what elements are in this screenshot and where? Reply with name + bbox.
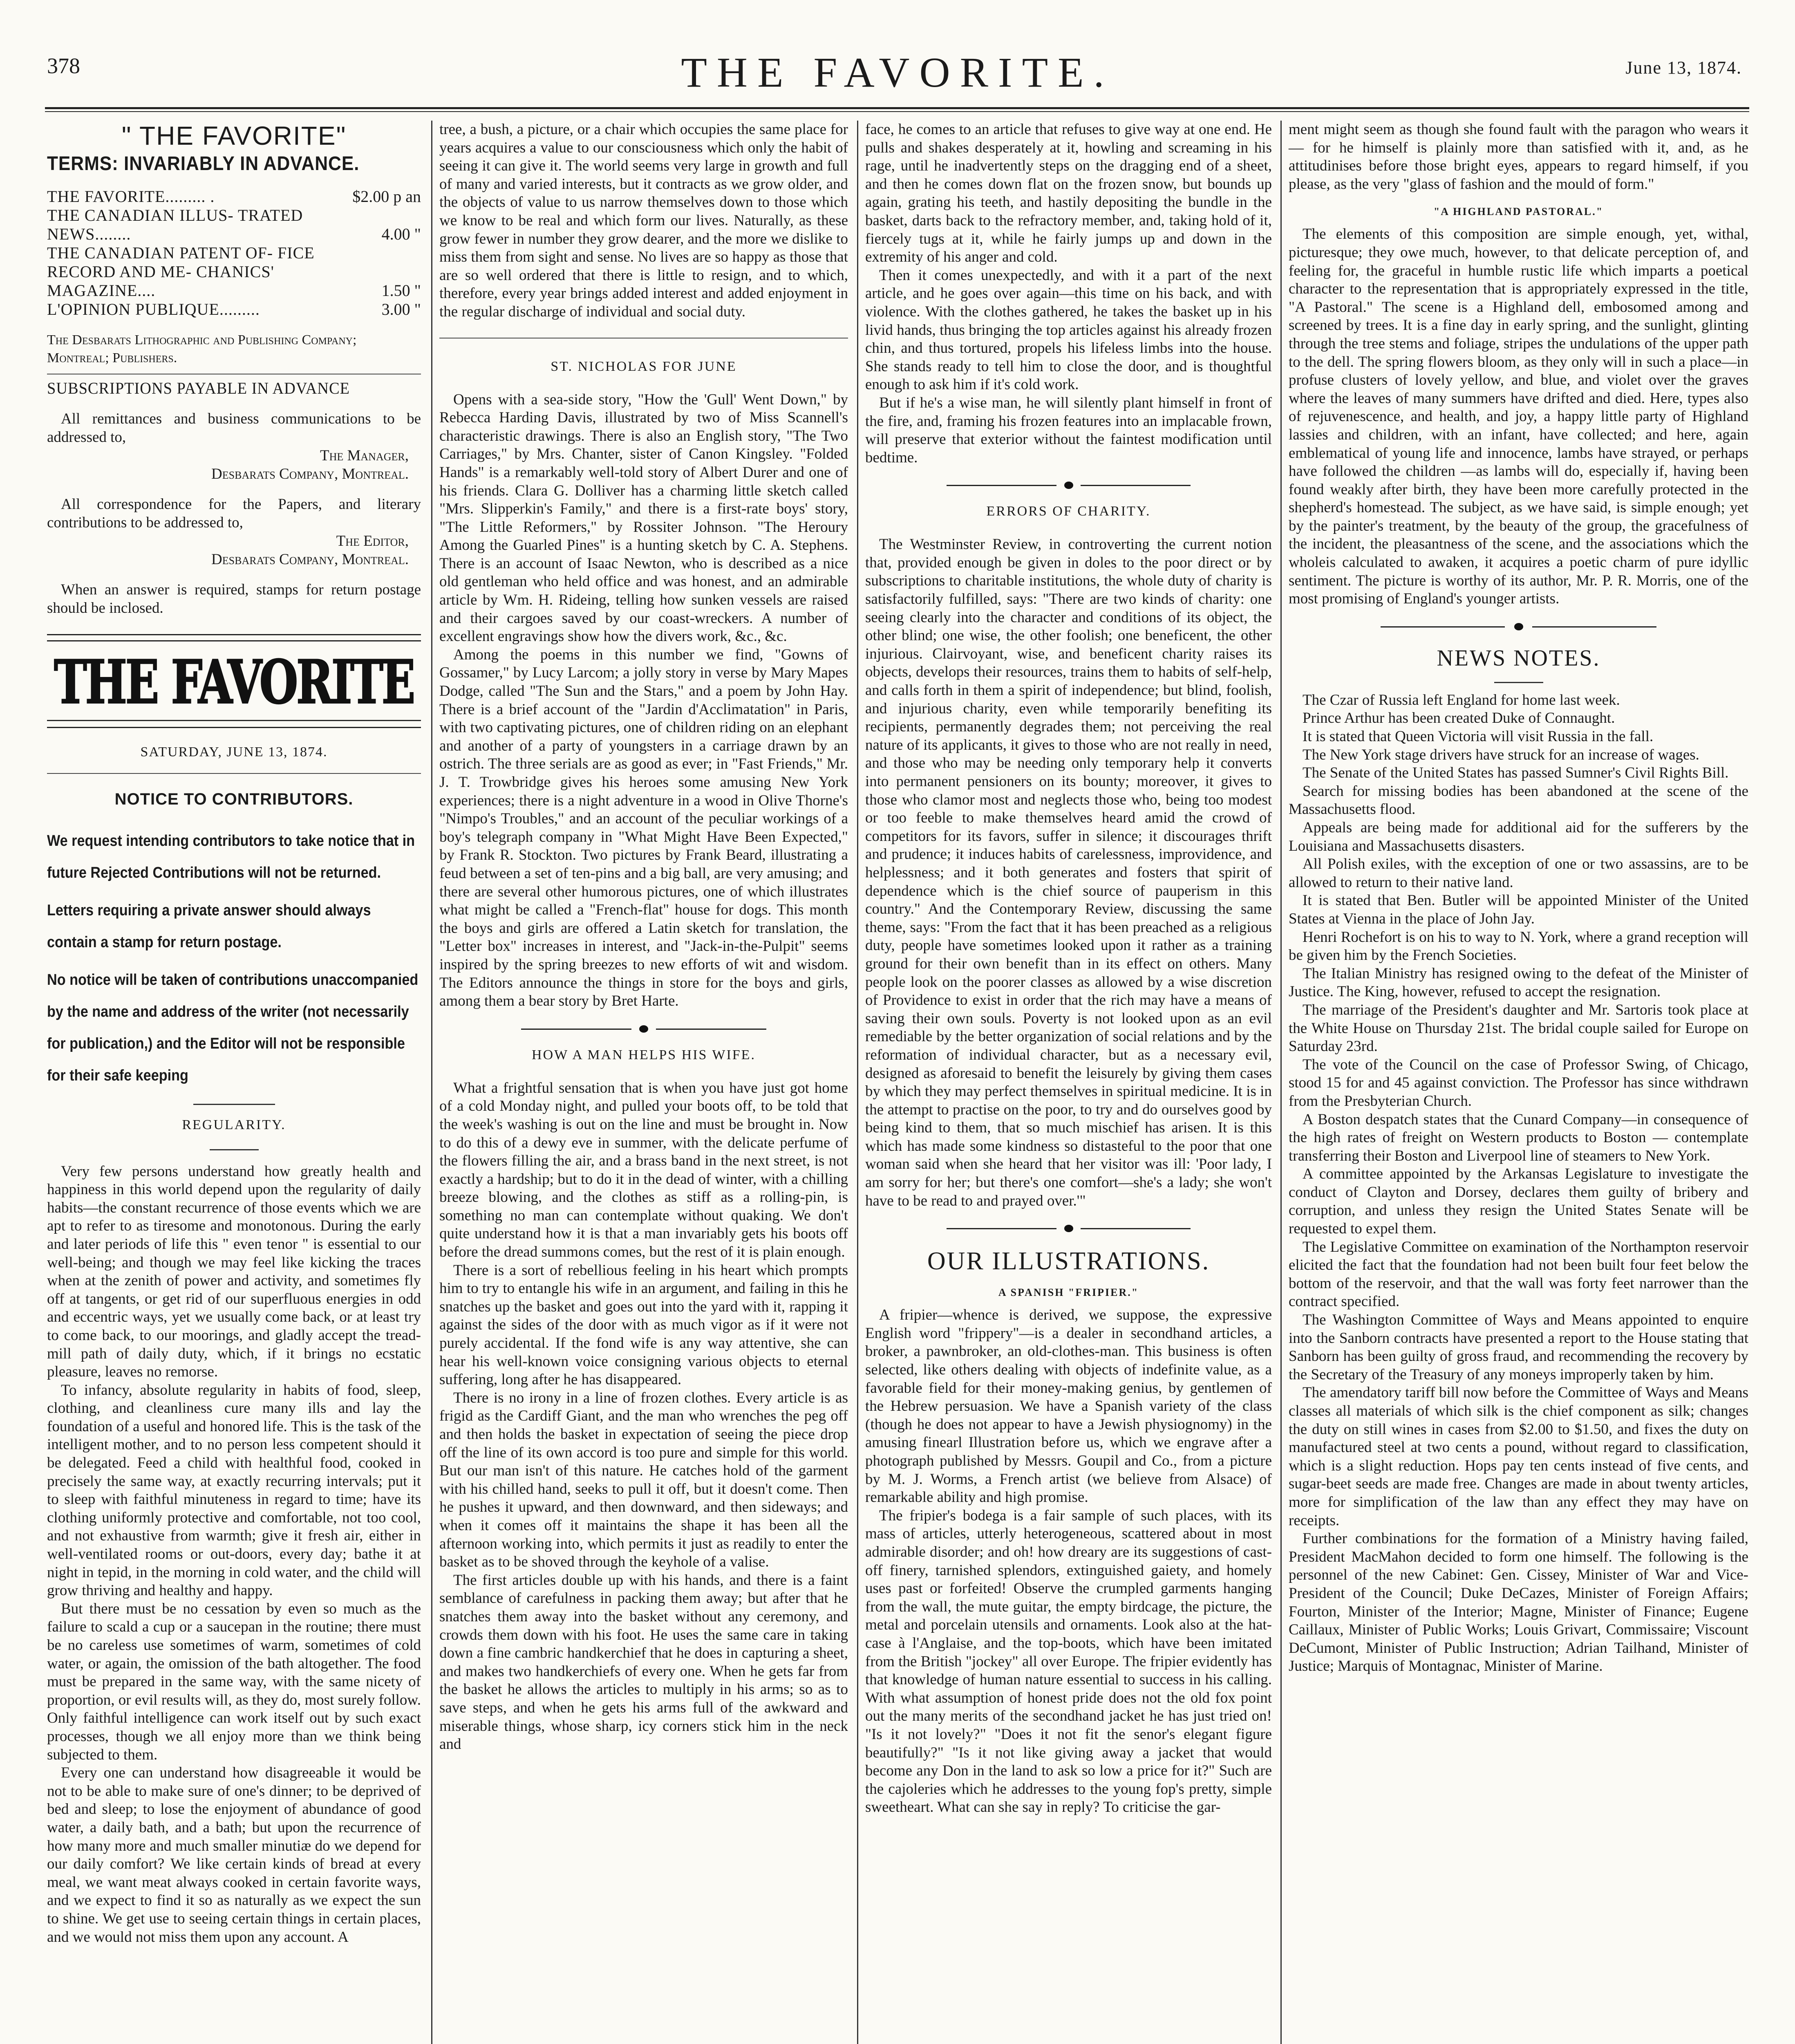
st-nicholas-paragraph: Opens with a sea-side story, "How the 'Gull' Went Down," by Rebecca Harding Davis, illustrated by two of Miss Scannell's characteristic drawings. There is also an English story, "The Two Carriages," by Mrs. Chanter, sister of Canon Kingsley. "Folded Hands" is a remarkably well-told story of Albert Durer and one of his friends. Clara G. Dolliver has a charming little sketch called "Mrs. Slipperkin's Family," and there is a first-rate boys' story, "The Little Reformers," by Rossiter Johnson. "The Heroury Among the Guarled Pines" is a hunting sketch by C. A. Stephens. There is an account of Isaac Newton, who is described as a nice old gentleman who held office and was honest, and an admirable article by Wm. H. Rideing, telling how sunken vessels are raised and their cargoes saved by our coast-wreckers. A number of excellent engravings show how the divers work, &c., &c. [439, 391, 848, 645]
column-rule-1 [431, 121, 432, 2044]
news-item: Appeals are being made for additional aid for the sufferers by the Louisiana and Massachusetts disasters. [1289, 819, 1748, 854]
svg-text:THE FAVORITE: THE FAVORITE [54, 646, 414, 717]
column-1 [47, 121, 421, 2044]
charity-paragraph: The Westminster Review, in controverting the current notion that, provided enough be given in doles to the poor direct or by subscriptions to charitable institutions, the whole duty of charity is satisfactorily fulfilled, says: "There are two kinds of charity: one seeing clearly into the character and conditions of its object, the other blind; one wise, the other foolish; one beneficent, the other injurious. Clairvoyant, wise, and beneficent charity raises its objects, develops their resources, trains them to habits of self-help, and calls forth in them a spirit of independence; but blind, foolish, and injurious charity, even while temporarily benefiting its recipients, permanently degrades them; not perceiving the real nature of its applicants, it gives to those who are not really in need, and those who may be needing only temporary help it converts into permanent pensioners on its bounty; moreover, it gives to those who clamor most and neglects those who, being too modest or too feeble to make themselves heard amid the crowd of competitors for its favors, suffer in silence; it discourages thrift and prudence; it induces habits of carelessness, improvidence, and helplessness; and it both generates and fosters that spirit of dependence which is the chief source of pauperism in this country." And the Contemporary Review, discussing the same theme, says: "From the fact that it has been preached as a religious duty, people have sometimes looked upon it rather as a training ground for their own benefit than in its effect on others. Many people look on the poorer classes as allowed by a wise discretion of Providence to exist in order that the rich may have a means of saving their own souls. Poverty is not looked upon as an evil remediable by the better organization of social relations and by the reformation of individual character, but as a necessary evil, designed as aforesaid to benefit the leisurely by giving them cases by which they may perfect themselves in spiritual medicine. It is in the attempt to practise on the poor, to try and do ourselves good by being kind to them, that so much mischief has arisen. It is this which has made some kindness so distasteful to the poor that one woman said when she heard that her visitor was ill: 'Poor lady, I am sorry for her; but there's one comfort—she's a lady; she won't have to be read to and prayed over.'" [865, 536, 1272, 1209]
news-item: Prince Arthur has been created Duke of Connaught. [1303, 710, 1615, 727]
news-item: The New York stage drivers have struck for an increase of wages. [1303, 746, 1699, 763]
illustrations-continued: ment might seem as though she found fault with the paragon who wears it — for he himself is plainly more than satisfied with it, and, as he attitudinises before those bright eyes, appears to regard himself, if you please, as the very "glass of fashion and the mould of form." [1289, 121, 1748, 193]
stamps-text: When an answer is required, stamps for return postage should be inclosed. [47, 581, 421, 616]
remit-address: Desbarats Company, Montreal. [211, 466, 409, 483]
ornament-divider [439, 1023, 848, 1035]
ornament-divider [1289, 621, 1748, 633]
masthead-rule-thin [45, 111, 1749, 112]
pastoral-paragraph: The elements of this composition are simple enough, yet, withal, picturesque; they owe much, however, to that delicate perception of, and feeling for, the graceful in humble rustic life which imparts a poetical character to the representation that is appropriately expressed in the title, "A Pastoral." The scene is a Highland dell, embosomed among and screened by trees. It is a fine day in early spring, and the sunlight, glinting through the tree stems and foliage, stripes the undulations of the upper path to the dell. The spring flowers bloom, as they only will in such a place—in profuse clusters of lovely yellow, and blue, and violet over the graves where the leaves of many summers have drifted and died. Here, types also of rejuvenescence, and health, and joy, a happy little party of Highland lassies and children, with an infant, have collected; and here, again emblematical of young life and innocence, lambs have strayed, or perhaps have followed the children —as lambs will do, especially if, having been found weakly after birth, they have been more carefully protected in the shepherd's homestead. The subject, as we have said, is simple enough; yet by the painter's treatment, by the beauty of the group, the gracefulness of the incident, the pleasantness of the scene, and the associations which the wholeis calculated to awaken, it acquires a poetic charm of pure idyllic sentiment. The picture is worthy of its author, Mr. P. R. Morris, one of the most promising of England's younger artists. [1289, 226, 1748, 607]
illustrations-paragraph: The fripier's bodega is a fair sample of such places, with its mass of articles, utterly heterogeneous, scattered about in most admirable disorder; and oh! how dreary are its suggestions of cast-off finery, tarnished splendors, extinguished gaiety, and homely uses past or forfeited! Observe the crumpled garments hanging from the wall, the mute guitar, the empty birdcage, the picture, the metal and porcelain utensils and ornaments. Look also at the hat-case à l'Anglaise, and the top-boots, which have been imitated from the British "jockey" all over Europe. The fripier evidently has that knowledge of human nature essential to success in his calling. With what assumption of honest pride does not the old fox point out the many merits of the secondhand jacket he has just tried on! "Is it not lovely?" "Does it not fit the senor's elegant figure beautifully?" "Is it not like giving away a jacket that would become any Don in the land to ask so low a price for it?" Such are the cajoleries which he addresses to the young fop's pretty, simple sweetheart. What can she say in reply? To criticise the gar- [865, 1507, 1272, 1816]
notice-paragraph: No notice will be taken of contributions unaccompanied by the name and address of the writer (not necessarily for publication,) and the Editor will not be responsible for their safe keeping [47, 971, 419, 1084]
wife-paragraph: But if he's a wise man, he will silently plant himself in front of the fire, and, framing his frozen features into an implacable frown, will preserve that exterior without the faintest modification until bedtime. [865, 394, 1272, 466]
column-rule-2 [857, 121, 858, 2044]
illustrations-heading: OUR ILLUSTRATIONS. [927, 1247, 1210, 1275]
price-row [47, 300, 421, 319]
notice-block [47, 825, 421, 1091]
column-4 [1289, 121, 1748, 2044]
publication-title: " THE FAVORITE" [121, 121, 347, 150]
masthead-date: June 13, 1874. [1625, 58, 1742, 78]
news-item: All Polish exiles, with the exception of one or two assassins, are to be allowed to return to their native land. [1289, 856, 1748, 891]
price-name: THE FAVORITE......... . [47, 187, 215, 206]
price-list [47, 187, 421, 319]
news-item: A committee appointed by the Arkansas Legislature to investigate the conduct of Clayton and Dorsey, declares them guilty of bribery and corruption, and unless they resign the United States Senate will be requested to expel them. [1289, 1165, 1748, 1237]
news-notes-heading: NEWS NOTES. [1437, 645, 1600, 671]
masthead-title: THE FAVORITE. [681, 49, 1114, 96]
regularity-paragraph: But there must be no cessation by even so much as the failure to scald a cup or a saucepan in the routine; there must be no careless use sometimes of warm, sometimes of cold water, or again, the omission of the bath altogether. The food must be prepared in the same way, with the same nicety of proportion, or evil results will, as they do, most surely follow. Only faithful intelligence can work itself out by such exact processes, though we all enjoy more than we think being subjected to them. [47, 1600, 421, 1763]
news-item: The Legislative Committee on examination of the Northampton reservoir elicited the fact that the foundation had not been built four feet below the bottom of the reservoir, and that the wall was forty feet narrower than the contract specified. [1289, 1238, 1748, 1310]
wife-paragraph: What a frightful sensation that is when you have just got home of a cold Monday night, and pulled your boots off, to be told that the week's washing is out on the line and must be brought in. Now to do this of a dewy eve in summer, with the delicate perfume of the flowers filling the air, and a brass band in the next street, is not exactly a hardship; but to do it in the dead of winter, with a chilling breeze blowing, and the clothes as stiff as a rolling-pin, is something no man can contemplate without quaking. We don't quite understand how it is that a man invariably gets his boots off before the dread summons comes, but the rest of it is plain enough. [439, 1079, 848, 1261]
news-item: The vote of the Council on the case of Professor Swing, of Chicago, stood 15 for and 45 against conviction. The Professor has since withdrawn from the Presbyterian Church. [1289, 1056, 1748, 1109]
price-name: L'OPINION PUBLIQUE......... [47, 300, 260, 318]
wife-paragraph: The first articles double up with his hands, and there is a faint semblance of carefulness in packing them away; but after that he snatches them away into the basket without any ceremony, and crowds them down with his foot. He uses the same care in taking down a fine cambric handkerchief that he does in capturing a sheet, and makes two handkerchiefs of every one. When he gets far from the basket he allows the articles to multiply in his arms; so as to save steps, and when he gets his arms full of the awkward and miserable things, whose sharp, icy corners stick him in the neck and [439, 1571, 848, 1753]
fripier-subheading: A SPANISH "FRIPIER." [998, 1286, 1139, 1299]
regularity-paragraph: Very few persons understand how greatly health and happiness in this world depend upon the regularity of daily habits—the constant recurrence of those events which we are apt to refer to as tiresome and monotonous. During the early and later periods of life this " even tenor " is essential to our well-being; and though we may feel like kicking the traces when at the zenith of power and activity, and sometimes fly off at tangents, or get rid of our superfluous energies in odd and eccentric ways, yet we usually come back, or at least try to come back, to our moorings, and gladly accept the tread-mill path of daily duty, which, if it brings no ecstatic pleasure, leaves no remorse. [47, 1163, 421, 1381]
news-item: The Senate of the United States has passed Sumner's Civil Rights Bill. [1303, 764, 1729, 782]
price-row [47, 206, 421, 244]
news-item: Further combinations for the formation of a Ministry having failed, President MacMahon decided to form one himself. The following is the personnel of the new Cabinet: Gen. Cissey, Minister of War and Vice-President of the Council; Duke DeCazes, Minister of Foreign Affairs; Fourton, Minister of the Interior; Magne, Minister of Finance; Eugene Caillaux, Minister of Public Works; Louis Grivart, Commissaire; Viscount DeCumont, Minister of Public Instruction; Adrian Tailhand, Minister of Justice; Marquis of Montagnac, Minister of Marine. [1289, 1530, 1748, 1675]
short-rule [193, 1104, 275, 1105]
regularity-paragraph: To infancy, absolute regularity in habits of food, sleep, clothing, and cleanliness cure many ills and lay the foundation of a useful and honored life. This is the task of the intelligent mother, and to no person less competent should it be delegated. Feed a child with healthful food, cooked in precisely the same way, at exactly recurring intervals; put it to sleep with faithful minuteness in regard to time; have its clothing uniformly protective and comfortable, not too cool, and not exhaustive from warmth; give it fresh air, either in well-ventilated rooms or out-doors, every day; bathe it at night in tepid, in the morning in cold water, and the child will grow thriving and healthy and happy. [47, 1381, 421, 1599]
pastoral-subheading: "A HIGHLAND PASTORAL." [1433, 206, 1604, 218]
price-value: 4.00 " [381, 225, 421, 243]
charity-heading: ERRORS OF CHARITY. [986, 504, 1151, 519]
news-item: The Italian Ministry has resigned owing to the defeat of the Minister of Justice. The King, however, refused to accept the resignation. [1289, 965, 1748, 1000]
news-item: Henri Rochefort is on his to way to N. York, where a grand reception will be given him by the French Societies. [1289, 928, 1748, 964]
price-name: THE CANADIAN ILLUS- TRATED NEWS........ [47, 206, 303, 243]
issue-date: SATURDAY, JUNE 13, 1874. [140, 744, 328, 760]
news-item: It is stated that Queen Victoria will visit Russia in the fall. [1303, 728, 1654, 745]
column-3 [865, 121, 1272, 2044]
column-2 [439, 121, 848, 2044]
wife-paragraph: Then it comes unexpectedly, and with it a part of the next article, and he goes over again—this time on his back, and with violence. With the clothes gathered, he takes the basket up in his livid hands, thus bringing the top articles against his already frozen chin, and thus tortured, propels his lifeless limbs into the house. She stands ready to tell him to close the door, and is thoughtful enough to ask him if it's cold work. [865, 267, 1272, 393]
notice-paragraph: Letters requiring a private answer should always contain a stamp for return postage. [47, 901, 371, 951]
divider [47, 773, 421, 774]
remit-addressee: The Manager, [320, 447, 409, 464]
column-rule-3 [1280, 121, 1282, 2044]
publisher-line: The Desbarats Lithographic and Publishing Company; Montreal; Publishers. [47, 332, 357, 365]
corr-address: Desbarats Company, Montreal. [211, 551, 409, 568]
st-nicholas-paragraph: Among the poems in this number we find, "Gowns of Gossamer," by Lucy Larcom; a jolly story in verse by Mary Mapes Dodge, called "The Sun and the Stars," and a poem by John Hay. There is a brief account of the "Jardin d'Acclimatation" in Paris, with two captivating pictures, one of children riding on an elephant and another of a party of youngsters in a carriage drawn by an ostrich. The three serials are as good as ever; in "Fast Friends," Mr. J. T. Trowbridge gives his heroes some amusing New York experiences; there is a night adventure in a wood in Olive Thorne's "Nimpo's Troubles," and an account of the peculiar workings of a boy's telegraph company in "What Might Have Been Expected," by Frank R. Stockton. Two pictures by Frank Beard, illustrating a feud between a set of ten-pins and a big ball, are very amusing; and there are several other humorous pictures, one of which illustrates what might be called a "French-flat" house for dogs. This month the boys and girls are offered a Latin sketch for translation, the "Letter box" increases in interest, and "Jack-in-the-Pulpit" seems inspired by the spring breezes to new efforts of wit and wisdom. The Editors announce the things in store for the boys and girls, among them a bear story by Bret Harte. [439, 646, 848, 1010]
price-row [47, 244, 421, 300]
news-item: The Czar of Russia left England for home last week. [1303, 691, 1620, 708]
wife-heading: HOW A MAN HELPS HIS WIFE. [532, 1047, 756, 1062]
notice-heading: NOTICE TO CONTRIBUTORS. [114, 790, 354, 808]
ornament-divider [865, 1222, 1272, 1235]
illustrations-paragraph: A fripier—whence is derived, we suppose, the expressive English word "frippery"—is a dealer in secondhand articles, a broker, a pawnbroker, an old-clothes-man. This business is often selected, like others dealing with objects of indefinite value, as a favorable field for their money-making genius, by gentlemen of the Hebrew persuasion. We have a Spanish variety of the class (though he does not appear to have a Jewish physiognomy) in the amusing finearl Illustration before us, which we engrave after a photograph published by Messrs. Goupil and Co., from a picture by M. J. Worms, a French artist (we believe from Alsace) of remarkable ability and high promise. [865, 1307, 1272, 1506]
news-item: It is stated that Ben. Butler will be appointed Minister of the United States at Vienna in the place of John Jay. [1289, 892, 1748, 927]
favorite-logo-art [47, 635, 421, 727]
remittances-text: All remittances and business communications to be addressed to, [47, 410, 421, 446]
price-name: THE CANADIAN PATENT OF- FICE RECORD AND ME- CHANICS' MAGAZINE.... [47, 244, 315, 300]
st-nicholas-heading: ST. NICHOLAS FOR JUNE [551, 359, 737, 374]
price-value: 1.50 " [381, 281, 421, 300]
price-value: $2.00 p an [352, 187, 421, 206]
wife-paragraph: There is no irony in a line of frozen clothes. Every article is as frigid as the Cardiff Giant, and the man who wrenches the peg off and then holds the basket in expectation of seeing the piece drop off the line of its own accord is too pure and simple for this world. But our man isn't of this nature. He catches hold of the garment with his chilled hand, seeks to pull it off, but it doesn't come. Then he pushes it upward, and then downward, and then sideways; and when it comes off it maintains the shape it has been all the afternoon working into, which permits it just as readily to enter the basket as to be shoved through the keyhole of a valise. [439, 1389, 848, 1571]
page-number: 378 [47, 54, 80, 78]
regularity-paragraph: Every one can understand how disagreeable it would be not to be able to make sure of one's dinner; to be deprived of bed and sleep; to lose the enjoyment of abundance of good water, a daily bath, and a bath; but upon the recurrence of how many more and much smaller minutiæ do we depend for our daily comfort? We like certain kinds of bread at every meal, we want meat always cooked in certain favorite ways, and we expect to find it so as naturally as we expect the sun to shine. We get use to seeing certain things in certain places, and we would not miss them upon any account. A [47, 1764, 421, 1945]
price-value: 3.00 " [381, 300, 421, 318]
news-item: The Washington Committee of Ways and Means appointed to enquire into the Sanborn contracts have presented a report to the House stating that Sanborn has been guilty of gross fraud, and recommending the recovery by the Secretary of the Treasury of any moneys improperly taken by him. [1289, 1311, 1748, 1383]
news-item: The amendatory tariff bill now before the Committee of Ways and Means classes all materials of which silk is the chief component as silk; changes the duty on still wines in cases from $2.00 to $1.50, and fixes the duty on manufactured steel at two cents a pound, without regard to classification, which is a slight reduction. Hops pay ten cents instead of five cents, and sugar-beet seeds are made free. Changes are made in about twenty articles, more for simplification of the law than any effect they may have on receipts. [1289, 1384, 1748, 1529]
regularity-heading: REGULARITY. [182, 1117, 286, 1132]
masthead-rule [45, 107, 1749, 109]
favorite-logo [47, 634, 421, 728]
corr-addressee: The Editor, [336, 533, 409, 550]
price-row [47, 187, 421, 206]
news-item: A Boston despatch states that the Cunard Company—in consequence of the high rates of freight on Western products to Boston — contemplate transferring their Boston and Liverpool line of steamers to New York. [1289, 1111, 1748, 1164]
regularity-continued: tree, a bush, a picture, or a chair which occupies the same place for years acquires a value to our consciousness which only the habit of seeing it can give it. The world seems very large in growth and full of many and varied interests, but it contracts as we grow older, and the objects of value to us narrow themselves down to those which we know to be real and which form our lives. Naturally, as these grow fewer in number they grow dearer, and the more we dislike to miss them from sight and sense. No lives are so happy as those that are so well ordered that there is little to resign, and to which, therefore, every year brings added interest and added enjoyment in the regular discharge of individual and social duty. [439, 121, 848, 320]
ornament-divider [865, 479, 1272, 491]
short-rule [210, 1149, 259, 1150]
wife-paragraph: There is a sort of rebellious feeling in his heart which prompts him to try to entangle his wife in an argument, and failing in this he snatches up the basket and goes out into the yard with it, rapping it against the sides of the door with as much vigor as if it were not purely accidental. If the fond wife is any way attentive, she can hear his well-known voice consigning various objects to eternal suffering, long after he has disappeared. [439, 1262, 848, 1388]
news-item: The marriage of the President's daughter and Mr. Sartoris took place at the White House on Thursday 21st. The bridal couple sailed for Europe on Saturday 23rd. [1289, 1001, 1748, 1055]
subscriptions-heading: SUBSCRIPTIONS PAYABLE IN ADVANCE [47, 379, 350, 397]
notice-paragraph: We request intending contributors to take notice that in future Rejected Contributions will not be returned. [47, 832, 415, 881]
short-rule [1494, 682, 1543, 683]
news-item: Search for missing bodies has been abandoned at the scene of the Massachusetts flood. [1289, 782, 1748, 818]
wife-continued: face, he comes to an article that refuses to give way at one end. He pulls and shakes desperately at it, howling and screaming in his rage, until he inadvertently steps on the dragging end of a sheet, and then he comes down flat on the frozen snow, but bounds up again, grating his teeth, and hastily depositing the bundle in the basket, darts back to the refractory member, and, taking hold of it, fiercely tugs at it, while he fairly jumps up and down in the extremity of his anger and cold. [865, 121, 1272, 266]
correspondence-text: All correspondence for the Papers, and literary contributions to be addressed to, [47, 496, 421, 531]
terms-heading: TERMS: INVARIABLY IN ADVANCE. [47, 153, 360, 175]
